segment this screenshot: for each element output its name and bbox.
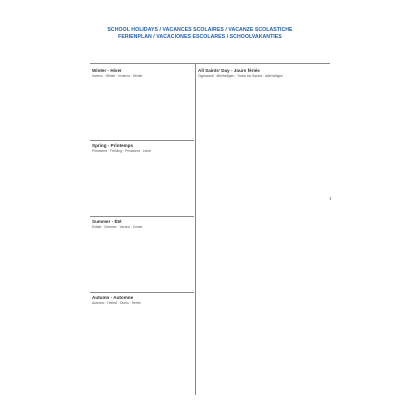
rule-spring bbox=[90, 140, 194, 141]
header-title-line-2: FERIENPLAN / VACACIONES ESCOLARES / SCHOOLVAKANTIES bbox=[118, 34, 282, 40]
autumn-title: Autumn - Automne bbox=[92, 295, 134, 300]
spring-section bbox=[92, 143, 151, 154]
page-edge-mark bbox=[330, 197, 331, 200]
autumn-subtitle: Autunno · Herbst · Otoño · Herfst bbox=[92, 301, 141, 305]
winter-subtitle: Inverno · Winter · Invierno · Winter bbox=[92, 74, 143, 78]
spring-subtitle: Primavera · Frühling · Primavera · Lente bbox=[92, 149, 151, 153]
winter-title: Winter - Hiver bbox=[92, 68, 122, 73]
top-rule bbox=[90, 63, 330, 64]
column-divider bbox=[195, 63, 196, 395]
all-saints-subtitle: Ognissanti · Allerheiligen · Todos los Santos · Allerheiligen bbox=[198, 74, 283, 78]
all-saints-section bbox=[198, 68, 283, 79]
header-title-line-1: SCHOOL HOLIDAYS / VACANCES SCOLAIRES / VACANZE SCOLASTICHE bbox=[107, 27, 293, 33]
spring-title: Spring - Printemps bbox=[92, 143, 134, 148]
summer-section bbox=[92, 219, 143, 230]
winter-section bbox=[92, 68, 143, 79]
rule-autumn bbox=[90, 292, 194, 293]
summer-subtitle: Estate · Sommer · Verano · Zomer bbox=[92, 225, 143, 229]
autumn-section bbox=[92, 295, 141, 306]
summer-title: Summer - Été bbox=[92, 219, 122, 224]
all-saints-title: All Saints' Day - Jours fériés bbox=[198, 68, 260, 73]
rule-summer bbox=[90, 216, 194, 217]
page-header bbox=[0, 27, 400, 41]
